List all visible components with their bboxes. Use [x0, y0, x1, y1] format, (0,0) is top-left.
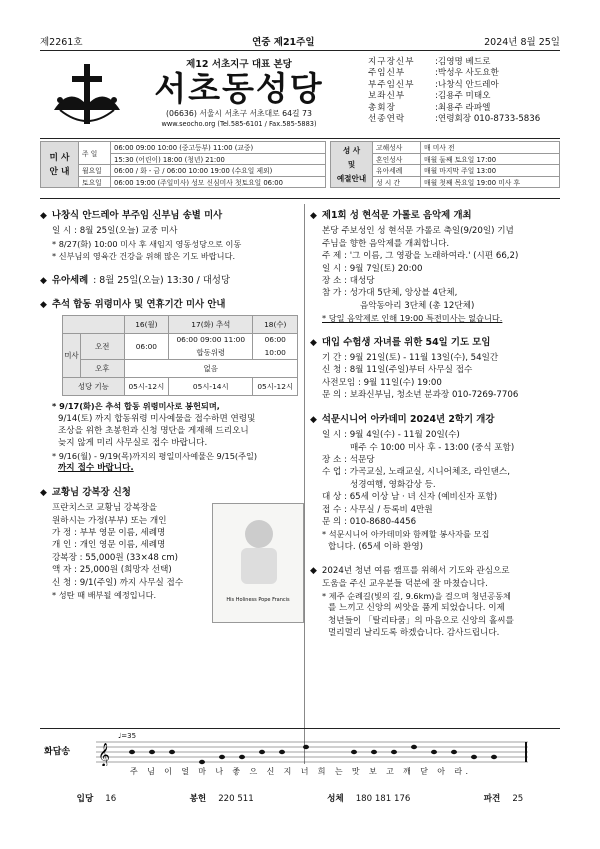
hymn-recessional: 파견 25 — [483, 794, 524, 804]
concert-section: ◆ 제1회 성 현석문 가롤로 음악제 개최 본당 주보성인 성 현석문 가롤로 축일(9/20일) 기념 주님을 향한 음악제를 개최합니다. 주 제 : '그 이름, 그 영광을 노래하여라.' (시편 66,2) 일 시 : 9월 7일(토) 20:00 장 소 : 대성당 참 가 : 성가대 5단체, 앙상블 4단체, 음악동아리 3단체 (총 12단체) * 당일 음악제로 인해 19:00 특전미사는 없습니다. — [310, 210, 519, 324]
diamond-icon: ◆ — [310, 337, 317, 348]
mass-schedule-table: 미 사 안 내 주 일 06:00 09:00 10:00 (중고등부) 11:00 (교중) 15:30 (어린이) 18:00 (청년) 21:00 월요일 06:00 / 화 - 금 / 06:00 10:00 19:00 (수요일 제외) 토요일 06:00 19:00 (주일미사) 성모 신심미사 첫토요일 06:00 — [40, 141, 326, 188]
liturgical-week: 연중 제21주일 — [252, 37, 315, 48]
sacrament-table: 성 사 및 예절안내 고해성사 매 미사 전 혼인성사 매월 둘째 토요일 17:00 유아세례 매월 마지막 주일 13:00 성 시 간 매월 첫째 목요일 19:00 미사 후 — [330, 141, 560, 188]
diamond-icon: ◆ — [310, 414, 317, 425]
farewell-section: ◆ 나창식 안드레아 부주임 신부님 송별 미사 일 시 : 8월 25일(오늘) 교중 미사 * 8/27(화) 10:00 미사 후 새임지 영동성당으로 이동 * 신부님의 영육간 건강을 위해 많은 기도 바랍니다. — [40, 210, 242, 262]
chuseok-section: ◆ 추석 합동 위령미사 및 연휴기간 미사 안내 16(월) 17(화) 추석 18(수) 미사 오전 06:00 06:00 09:00 11:00 합동위령 06:00 10:00 오후 없음 성당 기능 05시-12시 05시-14시 05시-12시 * 9/17(화)은 추석 합동 위령미사로 봉헌되며, 9/14(토) 까지 합동위령 미사예물을 접수하면 연령및 조상을 위한 초봉헌과 신청 명단을 게재해 드리오니 늦지 않게 미리 사무실로 접수 바랍니다. * 9/16(월) - 9/19(목)까지의 평일미사예물은 9/15(주일) 까지 접수 바랍니다. — [40, 299, 304, 475]
mass-day: 토요일 — [79, 176, 111, 188]
diamond-icon: ◆ — [40, 275, 47, 286]
diamond-icon: ◆ — [40, 487, 47, 498]
left-column — [40, 210, 304, 613]
mass-times: 15:30 (어린이) 18:00 (청년) 21:00 — [111, 153, 326, 165]
staff-row: 지구장신부 : 김영명 베드로 — [368, 57, 491, 67]
mass-times: 06:00 / 화 - 금 / 06:00 10:00 19:00 (수요일 제외) — [111, 165, 326, 177]
header-title-block — [130, 56, 348, 129]
diamond-icon: ◆ — [310, 566, 317, 577]
body-rule — [40, 198, 560, 199]
mass-day: 주 일 — [79, 142, 111, 165]
issue-number: 제2261호 — [40, 37, 83, 48]
top-rule — [40, 50, 560, 51]
mass-times: 06:00 09:00 10:00 (중고등부) 11:00 (교중) — [111, 142, 326, 154]
diamond-icon: ◆ — [40, 300, 47, 311]
baptism-section: ◆ 유아세례 : 8월 25일(오늘) 13:30 / 대성당 — [40, 274, 230, 286]
music-top-rule — [40, 728, 560, 729]
tempo-mark: ♩=35 — [118, 732, 137, 740]
svg-text:𝄞: 𝄞 — [98, 742, 110, 766]
staff-row: 총회장 : 최용주 라파엘 — [368, 102, 491, 113]
senior-academy-section: ◆ 석문시니어 아카데미 2024년 2학기 개강 일 시 : 9월 4일(수) - 11월 20일(수) 매주 수 10:00 미사 후 - 13:00 (중식 포함) 장 소 : 석문당 수 업 : 가곡교실, 노래교실, 시니어체조, 라인댄스, 성경여행, 영화감상 등. 대 상 : 65세 이상 남 · 녀 신자 (예비신자 포함) 접 수 : 사무실 / 등록비 4만원 문 의 : 010-8680-4456 * 석문시니어 아카데미와 함께할 봉사자를 모집 합니다. (65세 이하 환영) — [310, 413, 515, 552]
column-divider — [304, 204, 305, 764]
blessing-certificate-image: His Holiness Pope Francis — [212, 503, 304, 623]
staff-row: 주임신부 : 박성우 사도요한 — [368, 68, 499, 79]
staff-list — [368, 57, 568, 125]
mass-times: 06:00 19:00 (주일미사) 성모 신심미사 첫토요일 06:00 — [111, 176, 326, 188]
pope-blessing-section: ◆ 교황님 강복장 신청 프란치스코 교황님 강복장을 원하시는 가정(부부) 또는 개인 가 정 : 부부 영문 이름, 세례명 개 인 : 개인 영문 이름, 세례명 강복장 : 55,000원 (33×48 cm) 액 자 : 25,000원 (희망자 선택) 신 청 : 9/1(주일) 까지 사무실 접수 * 성탄 때 배부될 예정입니다. His Holiness Pope Francis — [40, 487, 304, 602]
hymn-entrance: 입당 16 — [76, 794, 117, 804]
youth-camp-section: ◆ 2024년 청년 여름 캠프를 위해서 기도와 관심으로 도움을 주신 교우분들 덕분에 잘 마쳤습니다. * 제주 순례길(빛의 길, 9.6km)을 걸으며 청년공동체 를 느끼고 신앙의 씨앗을 품게 되었습니다. 이제 청년들이 「탈리타쿰」의 마음으로 신앙의 홀씨를 멀리멀리 날리도록 하겠습니다. 감사드립니다. — [310, 566, 514, 639]
music-staff — [96, 740, 528, 766]
psalm-lyrics: 주 님 이 얼 마 나 좋 으 신 지 너 희 는 맛 보 고 깨 닫 아 라. — [130, 767, 472, 776]
parish-title: 서초동성당 — [154, 69, 324, 108]
diamond-icon: ◆ — [40, 211, 47, 221]
bulletin-date: 2024년 8월 25일 — [484, 37, 560, 48]
staff-row: 선종연락 : 연령회장 010-8733-5836 — [368, 114, 541, 125]
psalm-label: 화답송 — [44, 747, 71, 757]
staff-row: 보좌신부 : 김용주 미태오 — [368, 91, 491, 102]
right-column — [310, 210, 562, 652]
hymn-numbers — [40, 792, 560, 806]
header-rule — [40, 138, 560, 139]
church-logo-icon — [46, 62, 128, 136]
parish-subtitle: 제12 서초지구 대표 본당 — [186, 59, 292, 70]
diamond-icon: ◆ — [310, 211, 317, 221]
mass-day: 월요일 — [79, 165, 111, 177]
chuseok-table: 16(월) 17(화) 추석 18(수) 미사 오전 06:00 06:00 09:00 11:00 합동위령 06:00 10:00 오후 없음 성당 기능 05시-12시 05시-14시 05시-12시 — [62, 315, 298, 396]
hymn-offertory: 봉헌 220 511 — [189, 794, 254, 804]
top-bar — [40, 34, 560, 48]
exam-prayer-section: ◆ 대입 수험생 자녀를 위한 54일 기도 모임 기 간 : 9월 21일(토) - 11월 13일(수), 54일간 신 청 : 8월 11일(주일)부터 사무실 접수 사전모임 : 9월 11일(수) 19:00 문 의 : 보좌신부님, 청소년 분과장 010-7269-7706 — [310, 336, 519, 401]
staff-row: 부주임신부 : 나창식 안드레아 — [368, 79, 499, 90]
parish-address: (06636) 서울시 서초구 서초대로 64길 73 — [166, 109, 312, 118]
hymn-communion: 성체 180 181 176 — [327, 794, 411, 804]
parish-website[interactable]: www.seocho.org (Tel.585-6101 / Fax.585-5883) — [161, 120, 317, 128]
